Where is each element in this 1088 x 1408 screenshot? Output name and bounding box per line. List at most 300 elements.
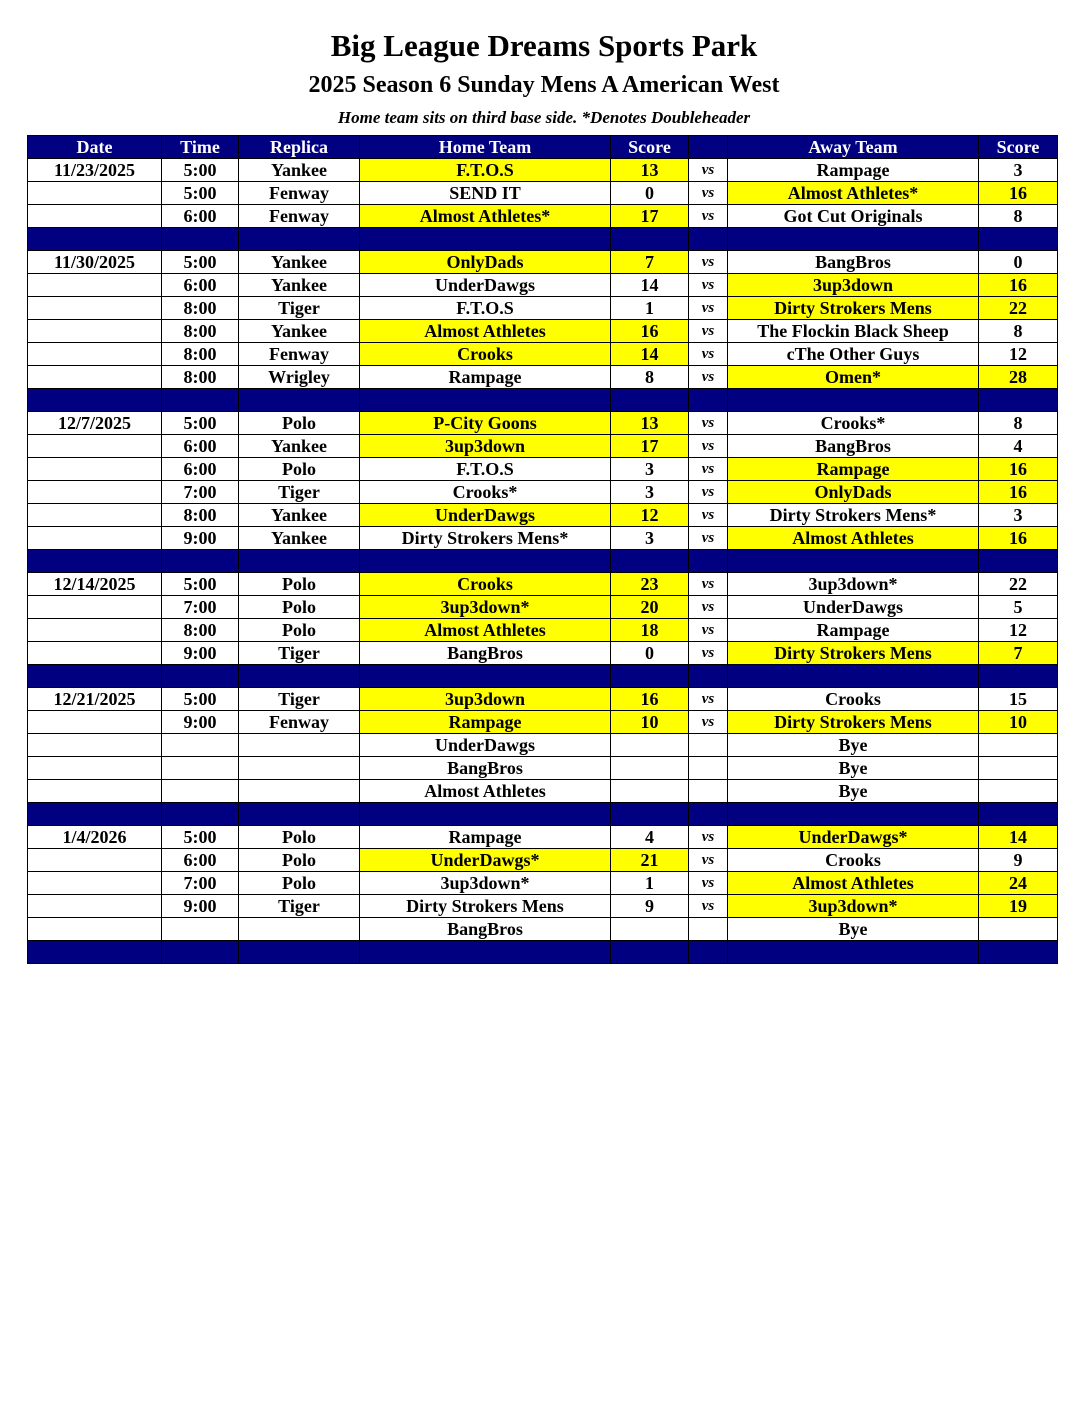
game-replica	[239, 757, 360, 780]
game-replica: Fenway	[239, 711, 360, 734]
versus-label: vs	[689, 274, 728, 297]
away-score: 7	[979, 642, 1058, 665]
game-date	[28, 596, 162, 619]
versus-label: vs	[689, 596, 728, 619]
away-score: 16	[979, 274, 1058, 297]
away-score: 3	[979, 159, 1058, 182]
separator-cell	[28, 550, 162, 573]
home-team: F.T.O.S	[360, 159, 611, 182]
game-row	[28, 619, 1058, 642]
home-score: 1	[611, 872, 689, 895]
home-team: BangBros	[360, 757, 611, 780]
versus-label: vs	[689, 688, 728, 711]
game-date: 1/4/2026	[28, 826, 162, 849]
away-score	[979, 918, 1058, 941]
versus-label: vs	[689, 481, 728, 504]
game-date	[28, 872, 162, 895]
game-row	[28, 734, 1058, 757]
game-time	[162, 780, 239, 803]
home-score: 16	[611, 688, 689, 711]
week-separator-row	[28, 228, 1058, 251]
page-title: Big League Dreams Sports Park	[330, 28, 758, 63]
column-header-away-score: Score	[979, 136, 1058, 159]
game-row	[28, 596, 1058, 619]
game-row	[28, 895, 1058, 918]
away-team: Bye	[728, 918, 979, 941]
away-score: 22	[979, 573, 1058, 596]
home-team: 3up3down*	[360, 872, 611, 895]
away-score: 16	[979, 481, 1058, 504]
separator-cell	[360, 389, 611, 412]
game-row	[28, 504, 1058, 527]
away-score	[979, 757, 1058, 780]
game-time: 9:00	[162, 527, 239, 550]
home-score: 1	[611, 297, 689, 320]
column-header-away-team: Away Team	[728, 136, 979, 159]
separator-cell	[979, 803, 1058, 826]
away-team: Almost Athletes	[728, 872, 979, 895]
home-team: Almost Athletes	[360, 320, 611, 343]
separator-cell	[239, 803, 360, 826]
home-team: UnderDawgs*	[360, 849, 611, 872]
schedule-body	[28, 159, 1058, 964]
game-row	[28, 757, 1058, 780]
home-team: 3up3down*	[360, 596, 611, 619]
game-time: 5:00	[162, 826, 239, 849]
versus-label: vs	[689, 711, 728, 734]
away-team: Bye	[728, 734, 979, 757]
game-date	[28, 182, 162, 205]
game-replica: Yankee	[239, 435, 360, 458]
game-time	[162, 757, 239, 780]
away-team: UnderDawgs*	[728, 826, 979, 849]
separator-cell	[611, 550, 689, 573]
versus-label: vs	[689, 366, 728, 389]
separator-cell	[360, 665, 611, 688]
week-separator-row	[28, 665, 1058, 688]
home-team: Crooks	[360, 343, 611, 366]
away-score: 10	[979, 711, 1058, 734]
game-row	[28, 366, 1058, 389]
game-replica: Yankee	[239, 159, 360, 182]
away-score: 16	[979, 458, 1058, 481]
home-team: BangBros	[360, 642, 611, 665]
separator-cell	[28, 389, 162, 412]
versus-label: vs	[689, 872, 728, 895]
separator-cell	[689, 228, 728, 251]
game-time: 6:00	[162, 435, 239, 458]
home-team: Almost Athletes	[360, 619, 611, 642]
home-score: 14	[611, 343, 689, 366]
game-date: 11/30/2025	[28, 251, 162, 274]
away-score: 9	[979, 849, 1058, 872]
game-date	[28, 205, 162, 228]
schedule-table	[27, 135, 1058, 964]
away-team: OnlyDads	[728, 481, 979, 504]
game-date: 12/21/2025	[28, 688, 162, 711]
game-time: 5:00	[162, 688, 239, 711]
separator-cell	[162, 803, 239, 826]
home-team: UnderDawgs	[360, 504, 611, 527]
game-date: 12/14/2025	[28, 573, 162, 596]
game-replica: Fenway	[239, 205, 360, 228]
away-score: 19	[979, 895, 1058, 918]
game-date	[28, 711, 162, 734]
versus-label: vs	[689, 320, 728, 343]
separator-cell	[239, 665, 360, 688]
home-score	[611, 780, 689, 803]
home-team: P-City Goons	[360, 412, 611, 435]
versus-label	[689, 780, 728, 803]
game-date	[28, 366, 162, 389]
separator-cell	[28, 228, 162, 251]
game-date	[28, 849, 162, 872]
away-team: Dirty Strokers Mens*	[728, 504, 979, 527]
game-time: 5:00	[162, 412, 239, 435]
game-row	[28, 481, 1058, 504]
game-row	[28, 297, 1058, 320]
game-date	[28, 481, 162, 504]
game-time: 8:00	[162, 320, 239, 343]
game-date	[28, 297, 162, 320]
game-replica: Yankee	[239, 251, 360, 274]
away-team: Dirty Strokers Mens	[728, 642, 979, 665]
game-row	[28, 343, 1058, 366]
away-team: Rampage	[728, 159, 979, 182]
home-team: SEND IT	[360, 182, 611, 205]
game-replica: Tiger	[239, 642, 360, 665]
separator-cell	[360, 228, 611, 251]
separator-cell	[239, 941, 360, 964]
versus-label: vs	[689, 159, 728, 182]
game-time: 6:00	[162, 849, 239, 872]
separator-cell	[979, 941, 1058, 964]
home-score: 9	[611, 895, 689, 918]
home-team: Dirty Strokers Mens*	[360, 527, 611, 550]
game-time: 7:00	[162, 872, 239, 895]
home-score: 16	[611, 320, 689, 343]
separator-cell	[689, 941, 728, 964]
week-separator-row	[28, 550, 1058, 573]
game-row	[28, 274, 1058, 297]
away-team: Crooks	[728, 688, 979, 711]
game-replica	[239, 734, 360, 757]
game-time: 9:00	[162, 895, 239, 918]
away-team: 3up3down*	[728, 573, 979, 596]
separator-cell	[611, 803, 689, 826]
column-header-replica: Replica	[239, 136, 360, 159]
game-time	[162, 734, 239, 757]
home-team: F.T.O.S	[360, 297, 611, 320]
week-separator-row	[28, 389, 1058, 412]
game-replica: Tiger	[239, 688, 360, 711]
away-team: Almost Athletes	[728, 527, 979, 550]
home-score: 3	[611, 481, 689, 504]
away-score: 12	[979, 343, 1058, 366]
away-team: Bye	[728, 780, 979, 803]
separator-cell	[239, 389, 360, 412]
home-score: 21	[611, 849, 689, 872]
away-team: 3up3down*	[728, 895, 979, 918]
home-team: Dirty Strokers Mens	[360, 895, 611, 918]
home-score: 8	[611, 366, 689, 389]
game-replica: Yankee	[239, 320, 360, 343]
away-team: BangBros	[728, 435, 979, 458]
away-team: Almost Athletes*	[728, 182, 979, 205]
game-date	[28, 527, 162, 550]
game-date	[28, 895, 162, 918]
away-score: 8	[979, 412, 1058, 435]
separator-cell	[728, 228, 979, 251]
home-score: 4	[611, 826, 689, 849]
versus-label: vs	[689, 504, 728, 527]
game-row	[28, 458, 1058, 481]
home-score: 17	[611, 435, 689, 458]
separator-cell	[979, 665, 1058, 688]
separator-cell	[239, 228, 360, 251]
away-team: 3up3down	[728, 274, 979, 297]
away-team: Dirty Strokers Mens	[728, 711, 979, 734]
separator-cell	[728, 665, 979, 688]
game-time: 8:00	[162, 343, 239, 366]
separator-cell	[728, 803, 979, 826]
versus-label	[689, 918, 728, 941]
away-team: Rampage	[728, 458, 979, 481]
home-score: 13	[611, 412, 689, 435]
game-replica: Fenway	[239, 182, 360, 205]
game-replica: Fenway	[239, 343, 360, 366]
versus-label: vs	[689, 435, 728, 458]
game-row	[28, 182, 1058, 205]
column-header-vs	[689, 136, 728, 159]
away-score	[979, 780, 1058, 803]
column-header-date: Date	[28, 136, 162, 159]
game-replica: Polo	[239, 458, 360, 481]
home-team: Rampage	[360, 826, 611, 849]
game-replica	[239, 780, 360, 803]
game-date	[28, 780, 162, 803]
game-replica: Polo	[239, 573, 360, 596]
home-team: UnderDawgs	[360, 274, 611, 297]
separator-cell	[728, 941, 979, 964]
versus-label: vs	[689, 642, 728, 665]
away-score: 16	[979, 182, 1058, 205]
game-replica: Tiger	[239, 895, 360, 918]
home-score: 3	[611, 458, 689, 481]
game-replica: Polo	[239, 826, 360, 849]
game-replica: Tiger	[239, 297, 360, 320]
game-replica: Wrigley	[239, 366, 360, 389]
game-row	[28, 435, 1058, 458]
away-team: Crooks	[728, 849, 979, 872]
home-score: 13	[611, 159, 689, 182]
column-header-time: Time	[162, 136, 239, 159]
game-date	[28, 918, 162, 941]
separator-cell	[979, 389, 1058, 412]
home-team: Almost Athletes*	[360, 205, 611, 228]
versus-label: vs	[689, 573, 728, 596]
away-team: The Flockin Black Sheep	[728, 320, 979, 343]
versus-label: vs	[689, 182, 728, 205]
separator-cell	[360, 941, 611, 964]
away-score: 24	[979, 872, 1058, 895]
away-team: BangBros	[728, 251, 979, 274]
game-time: 8:00	[162, 366, 239, 389]
home-score: 12	[611, 504, 689, 527]
away-team: Dirty Strokers Mens	[728, 297, 979, 320]
home-team: Almost Athletes	[360, 780, 611, 803]
game-time: 6:00	[162, 205, 239, 228]
game-date	[28, 435, 162, 458]
away-team: Crooks*	[728, 412, 979, 435]
game-replica: Polo	[239, 849, 360, 872]
game-replica: Tiger	[239, 481, 360, 504]
game-date	[28, 757, 162, 780]
home-score: 23	[611, 573, 689, 596]
versus-label: vs	[689, 251, 728, 274]
game-time: 8:00	[162, 619, 239, 642]
away-score: 12	[979, 619, 1058, 642]
away-score: 28	[979, 366, 1058, 389]
separator-cell	[28, 941, 162, 964]
game-date	[28, 320, 162, 343]
away-score: 0	[979, 251, 1058, 274]
game-time: 5:00	[162, 159, 239, 182]
separator-cell	[611, 389, 689, 412]
versus-label: vs	[689, 412, 728, 435]
versus-label	[689, 757, 728, 780]
home-team: Rampage	[360, 366, 611, 389]
game-row	[28, 527, 1058, 550]
home-score: 0	[611, 642, 689, 665]
game-replica: Yankee	[239, 504, 360, 527]
away-team: cThe Other Guys	[728, 343, 979, 366]
away-score: 3	[979, 504, 1058, 527]
game-replica	[239, 918, 360, 941]
home-score: 20	[611, 596, 689, 619]
away-score: 14	[979, 826, 1058, 849]
separator-cell	[28, 665, 162, 688]
away-score: 16	[979, 527, 1058, 550]
separator-cell	[611, 228, 689, 251]
game-time: 5:00	[162, 182, 239, 205]
game-row	[28, 159, 1058, 182]
game-time: 9:00	[162, 642, 239, 665]
away-score	[979, 734, 1058, 757]
separator-cell	[979, 550, 1058, 573]
game-replica: Polo	[239, 596, 360, 619]
page-subtitle: 2025 Season 6 Sunday Mens A American West	[308, 72, 780, 98]
game-row	[28, 688, 1058, 711]
away-score: 4	[979, 435, 1058, 458]
separator-cell	[162, 550, 239, 573]
week-separator-row	[28, 803, 1058, 826]
separator-cell	[689, 550, 728, 573]
game-row	[28, 205, 1058, 228]
game-time: 6:00	[162, 458, 239, 481]
away-team: Omen*	[728, 366, 979, 389]
separator-cell	[162, 389, 239, 412]
separator-cell	[611, 665, 689, 688]
game-time: 9:00	[162, 711, 239, 734]
game-replica: Yankee	[239, 274, 360, 297]
home-score	[611, 918, 689, 941]
away-score: 15	[979, 688, 1058, 711]
versus-label: vs	[689, 849, 728, 872]
separator-cell	[162, 665, 239, 688]
home-score: 10	[611, 711, 689, 734]
schedule-note: Home team sits on third base side. *Denotes Doubleheader	[337, 108, 751, 127]
column-header-home-score: Score	[611, 136, 689, 159]
game-replica: Polo	[239, 872, 360, 895]
game-row	[28, 872, 1058, 895]
separator-cell	[28, 803, 162, 826]
home-team: BangBros	[360, 918, 611, 941]
game-replica: Polo	[239, 619, 360, 642]
versus-label: vs	[689, 297, 728, 320]
table-header-row	[28, 136, 1058, 159]
game-row	[28, 642, 1058, 665]
home-team: Crooks	[360, 573, 611, 596]
game-time: 6:00	[162, 274, 239, 297]
home-score	[611, 734, 689, 757]
separator-cell	[728, 550, 979, 573]
game-replica: Yankee	[239, 527, 360, 550]
separator-cell	[239, 550, 360, 573]
home-score: 17	[611, 205, 689, 228]
separator-cell	[360, 550, 611, 573]
game-time: 7:00	[162, 596, 239, 619]
game-date	[28, 619, 162, 642]
game-date: 11/23/2025	[28, 159, 162, 182]
versus-label: vs	[689, 205, 728, 228]
home-score: 3	[611, 527, 689, 550]
home-team: 3up3down	[360, 688, 611, 711]
separator-cell	[689, 389, 728, 412]
home-team: Crooks*	[360, 481, 611, 504]
away-score: 8	[979, 320, 1058, 343]
versus-label: vs	[689, 527, 728, 550]
home-team: F.T.O.S	[360, 458, 611, 481]
away-team: Rampage	[728, 619, 979, 642]
game-row	[28, 780, 1058, 803]
game-time: 8:00	[162, 504, 239, 527]
home-score: 0	[611, 182, 689, 205]
game-time: 8:00	[162, 297, 239, 320]
game-row	[28, 320, 1058, 343]
game-row	[28, 251, 1058, 274]
game-date	[28, 642, 162, 665]
separator-cell	[360, 803, 611, 826]
game-row	[28, 826, 1058, 849]
versus-label: vs	[689, 619, 728, 642]
game-row	[28, 573, 1058, 596]
game-row	[28, 711, 1058, 734]
away-team: Got Cut Originals	[728, 205, 979, 228]
separator-cell	[689, 665, 728, 688]
separator-cell	[162, 228, 239, 251]
away-team: Bye	[728, 757, 979, 780]
week-separator-row	[28, 941, 1058, 964]
away-score: 5	[979, 596, 1058, 619]
column-header-home-team: Home Team	[360, 136, 611, 159]
home-team: 3up3down	[360, 435, 611, 458]
game-date	[28, 343, 162, 366]
separator-cell	[728, 389, 979, 412]
away-team: UnderDawgs	[728, 596, 979, 619]
versus-label: vs	[689, 343, 728, 366]
game-replica: Polo	[239, 412, 360, 435]
